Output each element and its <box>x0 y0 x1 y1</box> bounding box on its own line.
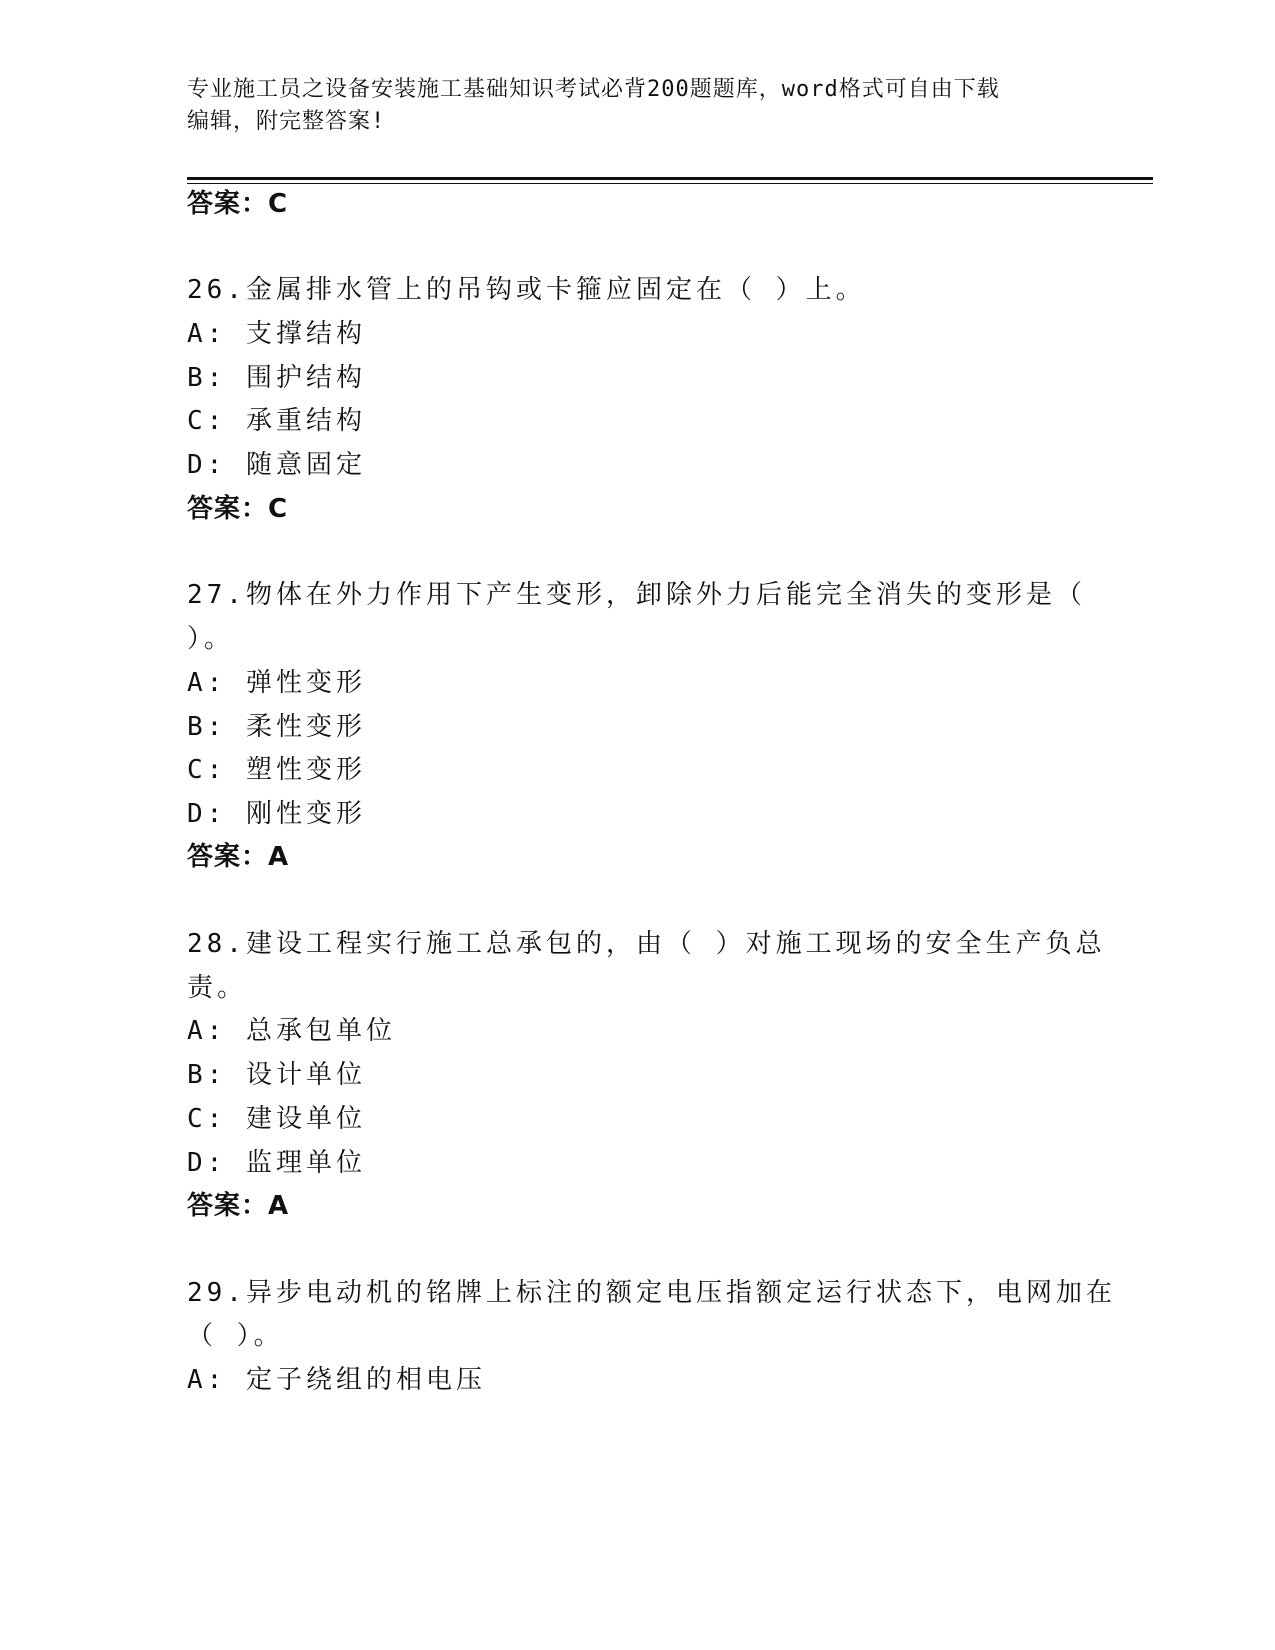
question-26-option-d: D: 随意固定 <box>187 450 366 480</box>
answer-label: 答案： <box>187 1191 269 1221</box>
answer-line-prev <box>187 186 288 222</box>
question-28-answer <box>187 1188 289 1224</box>
answer-value: A <box>268 842 290 872</box>
answer-label: 答案： <box>187 494 269 524</box>
question-26-option-b: B: 围护结构 <box>187 363 366 393</box>
question-27-option-d: D: 刚性变形 <box>187 799 366 829</box>
question-28-option-b: B: 设计单位 <box>187 1060 366 1090</box>
question-28-option-c: C: 建设单位 <box>187 1104 366 1134</box>
question-29-stem-line-1: 29.异步电动机的铭牌上标注的额定电压指额定运行状态下，电网加在 <box>187 1278 1116 1308</box>
answer-value: C <box>268 494 289 524</box>
question-28-option-a: A: 总承包单位 <box>187 1016 396 1046</box>
question-28-stem-line-1: 28.建设工程实行施工总承包的，由（ ）对施工现场的安全生产负总 <box>187 929 1106 959</box>
header-line-1: 专业施工员之设备安装施工基础知识考试必背200题题库，word格式可自由下载 <box>187 77 1000 102</box>
question-27-option-b: B: 柔性变形 <box>187 712 366 742</box>
question-27-stem-line-2: ）。 <box>187 624 235 654</box>
question-29-option-a: A: 定子绕组的相电压 <box>187 1365 486 1395</box>
answer-value: C <box>268 189 289 219</box>
answer-label: 答案： <box>187 189 269 219</box>
header-rule-thick <box>187 177 1153 180</box>
question-28-option-d: D: 监理单位 <box>187 1148 366 1178</box>
question-26-option-c: C: 承重结构 <box>187 406 366 436</box>
question-27-option-c: C: 塑性变形 <box>187 755 366 785</box>
question-27-option-a: A: 弹性变形 <box>187 668 366 698</box>
question-26-option-a: A: 支撑结构 <box>187 319 366 349</box>
question-26-stem: 26.金属排水管上的吊钩或卡箍应固定在（ ）上。 <box>187 275 866 305</box>
header-line-2: 编辑，附完整答案! <box>187 109 386 134</box>
answer-value: A <box>268 1191 290 1221</box>
question-27-stem-line-1: 27.物体在外力作用下产生变形，卸除外力后能完全消失的变形是（ <box>187 580 1086 610</box>
question-28-stem-line-2: 责。 <box>187 973 248 1003</box>
answer-label: 答案： <box>187 842 269 872</box>
question-27-answer <box>187 839 289 875</box>
question-29-stem-line-2: （ ）。 <box>187 1321 284 1351</box>
document-header <box>187 74 1077 138</box>
question-26-answer <box>187 491 288 527</box>
header-rule-thin <box>187 183 1153 184</box>
